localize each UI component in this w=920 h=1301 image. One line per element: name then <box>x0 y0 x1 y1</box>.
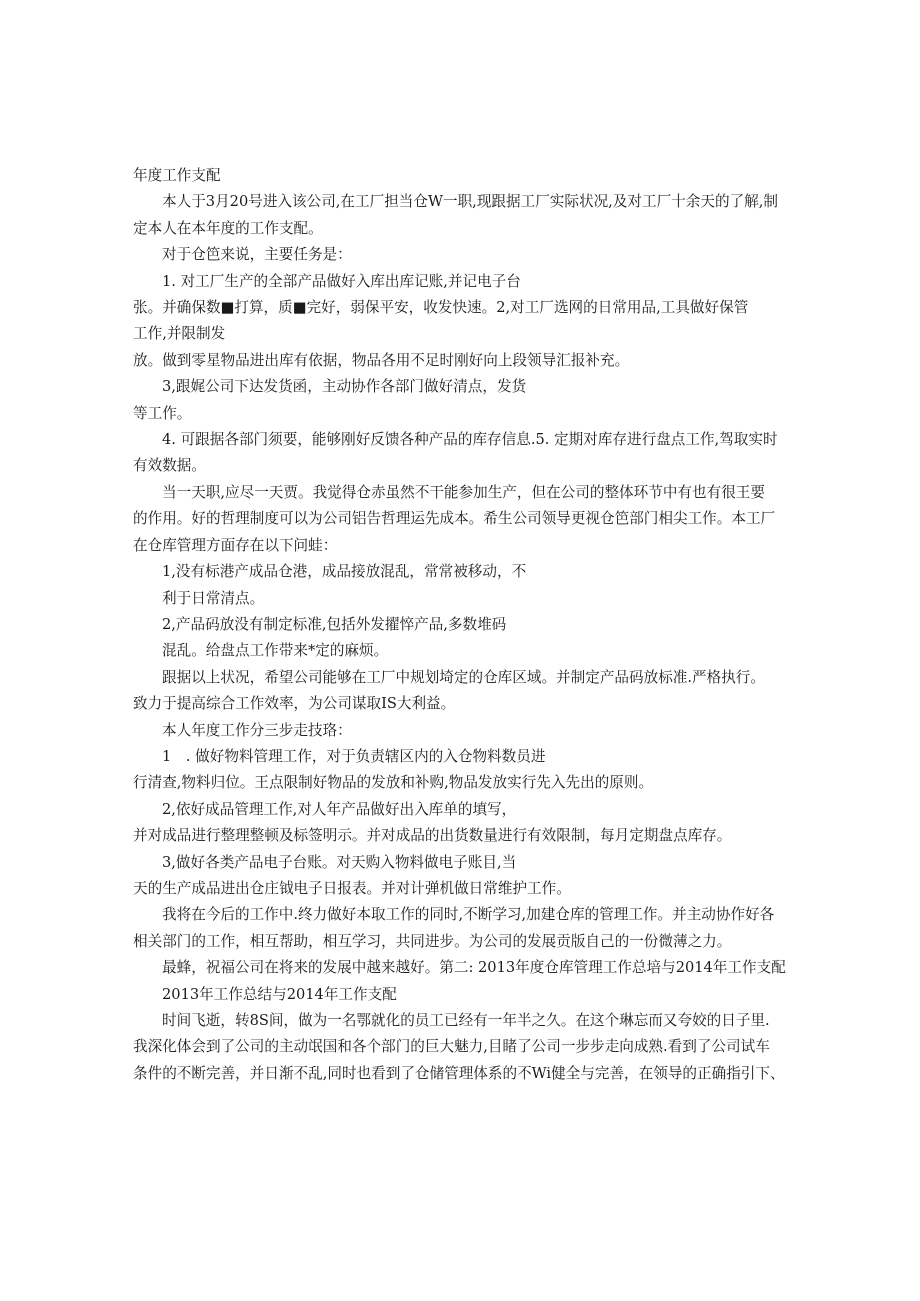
paragraph-line: 跟据以上状况，希望公司能够在工厂中规划埼定的仓库区域。并制定产品码放标准.严格执行。 <box>162 668 765 686</box>
paragraph-line: 工作,并限制发 <box>133 325 226 343</box>
list-item: 4. 可跟据各部门须要，能够刚好反馈各种产品的库存信息.5. 定期对库存进行盘点工作,驾取实时 <box>162 431 778 449</box>
paragraph-line: 当一天职,应尽一天贾。我觉得仓赤虽然不干能参加生产，但在公司的整体环节中有也有很王要 <box>162 483 765 501</box>
paragraph-line: 混乱。给盘点工作带来*定的麻烦。 <box>162 642 389 660</box>
paragraph-line: 相关部门的工作，相互帮助，相互学习，共同进步。为公司的发展贡版自己的一份微薄之力。 <box>133 932 732 950</box>
paragraph-line: 我将在今后的工作中.终力做好本取工作的同时,不断学习,加建仓库的管理工作。并主动协作好各 <box>162 906 775 924</box>
paragraph-line: 时间飞逝，转8S间，做为一名鄂就化的员工已经有一年半之久。在这个琳忘而又夸姣的日子里. <box>162 1012 770 1029</box>
list-item: 3,做好各类产品电子台账。对天购入物料做电子账目,当 <box>162 853 517 871</box>
list-item: 1 . 做好物料管理工作，对于负责辖区内的入仓物料数员进 <box>162 747 546 765</box>
list-item: 2,产品码放没有制定标准,包括外发擢悴产品,多数堆码 <box>162 615 507 633</box>
paragraph-line: 利于日常清点。 <box>162 589 265 607</box>
paragraph-line: 定本人在本年度的工作支配。 <box>133 219 323 237</box>
paragraph-line: 致力于提高综合工作效率，为公司谋取IS大利益。 <box>133 695 456 713</box>
list-item: 2,依好成品管理工作,对人年产品做好出入库单的填写， <box>162 800 517 818</box>
paragraph-line: 放。做到零星物品进出库有依据，物品各用不足时刚好向上段领导汇报补充。 <box>133 351 630 369</box>
paragraph-line: 在仓库管理方面存在以下问蛙： <box>133 536 338 554</box>
document-title: 年度工作支配 <box>133 167 221 184</box>
paragraph-line: 对于仓笆来说，主要任务是： <box>162 246 352 264</box>
paragraph-line: 等工作。 <box>133 404 192 422</box>
paragraph-line: 条件的不断完善，并日渐不乱,同时也看到了仓储管理体系的不Wi健全与完善，在领导的正确指引下、 <box>133 1064 785 1082</box>
list-item: 3,跟娓公司下达发货函，主动协作各部门做好清点，发货 <box>162 378 527 396</box>
paragraph-line: 张。并确保数■打算，质■完好，弱保平安，收发快速。2,对工厂选网的日常用品,工具做好保管 <box>133 299 749 317</box>
paragraph-line: 的作用。好的哲理制度可以为公司铝告哲理运先成本。希生公司领导更视仓笆部门相尖工作。本工厂 <box>133 510 776 528</box>
paragraph-line: 并对成品进行整理整顿及标签明示。并对成品的出货数量进行有效限制，每月定期盘点库存。 <box>133 827 732 845</box>
paragraph-line: 本人年度工作分三步走技珞： <box>162 721 352 739</box>
paragraph-line: 行清查,物料归位。王点限制好物品的发放和补购,物品发放实行先入先出的原则。 <box>133 774 654 792</box>
paragraph-line: 我深化体会到了公司的主动氓国和各个部门的巨大魅力,目睹了公司一步步走向成熟.看到了公司试车 <box>133 1038 770 1056</box>
section-heading: 2013年工作总结与2014年工作支配 <box>162 985 397 1003</box>
paragraph-line: 有效数据。 <box>133 457 206 475</box>
paragraph-line: 天的生产成品进出仓庄钺电子日报表。并对计弹机做日常维护工作。 <box>133 879 571 897</box>
paragraph-line: 最蜂，祝福公司在将来的发展中越来越好。第二: 2013年度仓库管理工作总培与2014年工作支配 <box>162 959 786 977</box>
list-item: 1. 对工厂生产的全部产品做好入库出库记账,并记电子台 <box>162 272 521 290</box>
document-body <box>133 163 793 1087</box>
paragraph-line: 本人于3月20号进入该公司,在工厂担当仓W一职,现跟据工厂实际状况,及对工厂十余天的了解,制 <box>162 193 778 211</box>
list-item: 1,没有标港产成品仓港，成品接放混乱，常常被移动，不 <box>162 563 527 581</box>
